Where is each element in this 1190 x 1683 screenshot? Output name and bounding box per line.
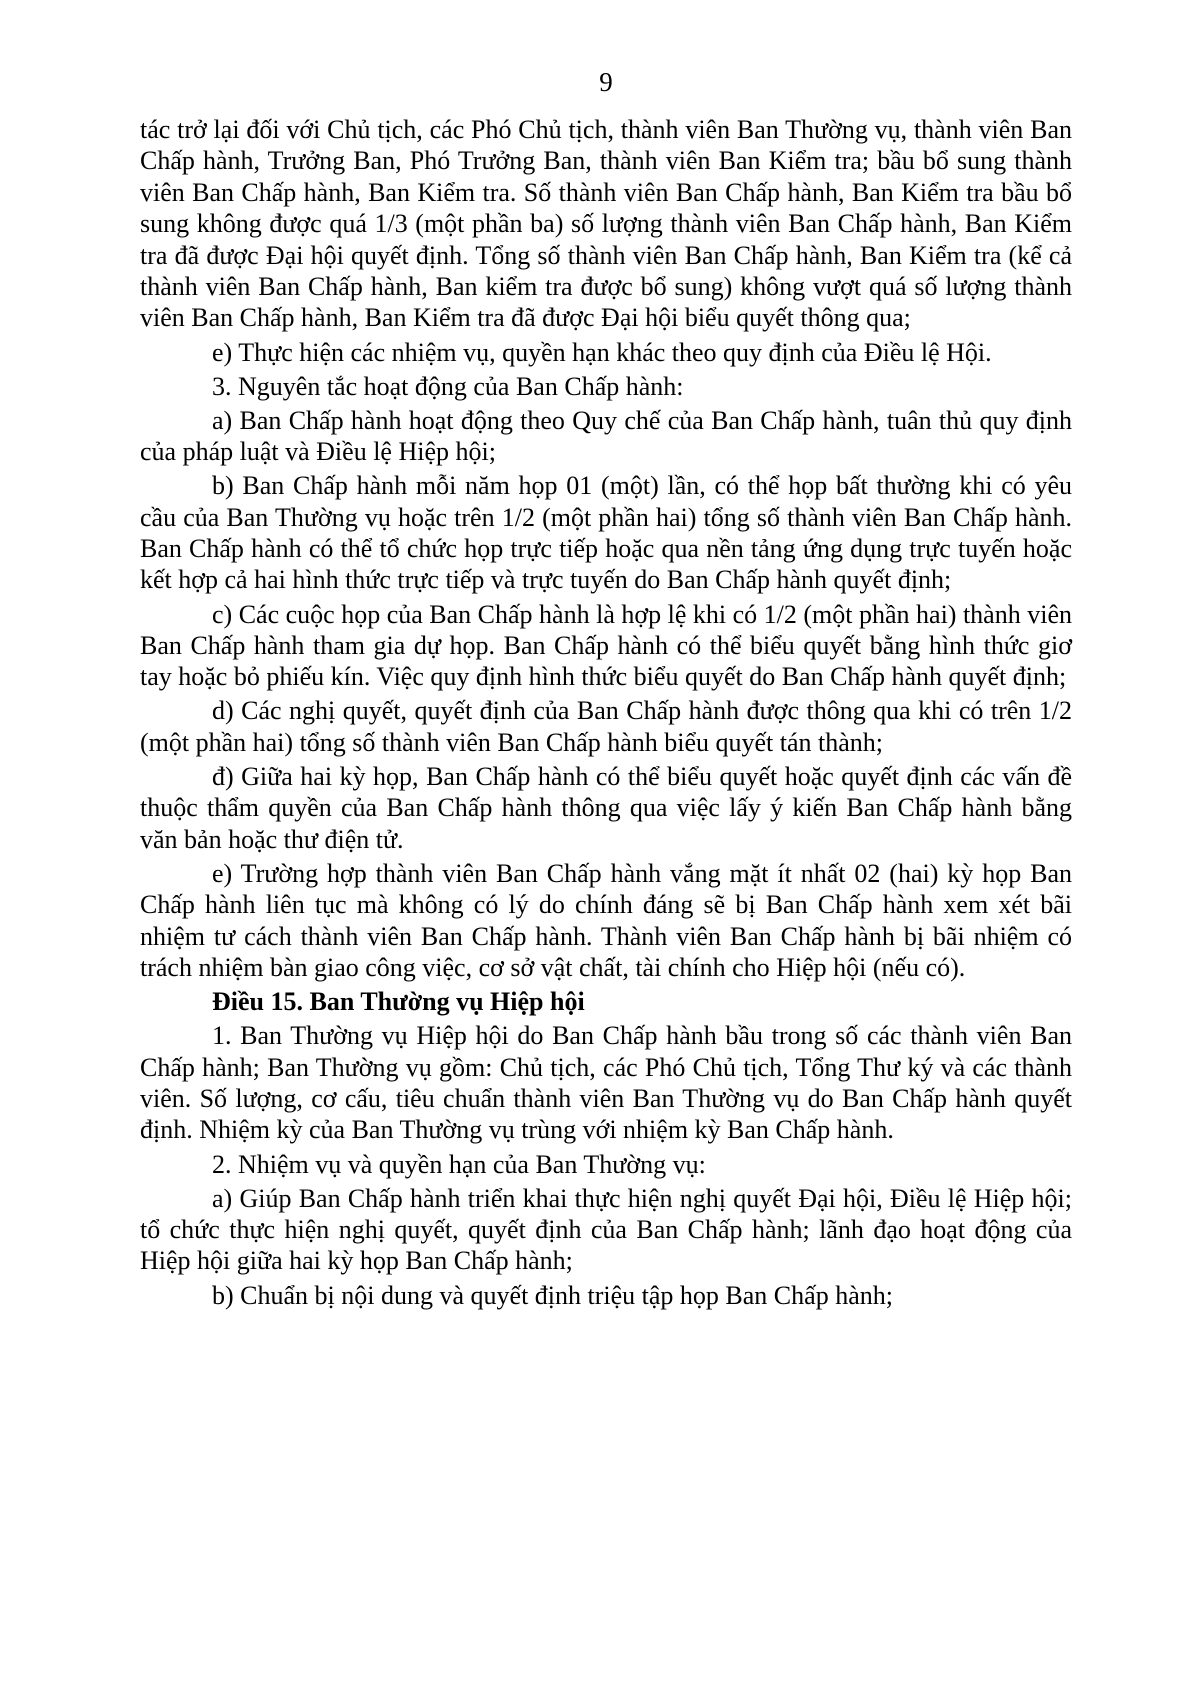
paragraph-item-b: b) Ban Chấp hành mỗi năm họp 01 (một) lần, có thể họp bất thường khi có yêu cầu của Ban Thường vụ hoặc trên 1/2 (một phần hai) tổng số thành viên Ban Chấp hành. Ban Chấp hành có thể tổ chức họp trực tiếp hoặc qua nền tảng ứng dụng trực tuyến hoặc kết hợp cả hai hình thức trực tiếp và trực tuyến do Ban Chấp hành quyết định; [140, 471, 1072, 595]
article-heading: Điều 15. Ban Thường vụ Hiệp hội [212, 987, 585, 1017]
paragraph-continued: tác trở lại đối với Chủ tịch, các Phó Chủ tịch, thành viên Ban Thường vụ, thành viên Ban Chấp hành, Trưởng Ban, Phó Trưởng Ban, thành viên Ban Kiểm tra; bầu bổ sung thành viên Ban Chấp hành, Ban Kiểm tra. Số thành viên Ban Chấp hành, Ban Kiểm tra bầu bổ sung không được quá 1/3 (một phần ba) số lượng thành viên Ban Chấp hành, Ban Kiểm tra đã được Đại hội quyết định. Tổng số thành viên Ban Chấp hành, Ban Kiểm tra (kể cả thành viên Ban Chấp hành, Ban kiểm tra được bổ sung) không vượt quá số lượng thành viên Ban Chấp hành, Ban Kiểm tra đã được Đại hội biểu quyết thông qua; [140, 115, 1072, 333]
paragraph-item-b2: b) Chuẩn bị nội dung và quyết định triệu tập họp Ban Chấp hành; [212, 1280, 893, 1310]
paragraph-item-d: d) Các nghị quyết, quyết định của Ban Chấp hành được thông qua khi có trên 1/2 (một phần hai) tổng số thành viên Ban Chấp hành biểu quyết tán thành; [140, 696, 1072, 757]
paragraph-item-e: e) Thực hiện các nhiệm vụ, quyền hạn khác theo quy định của Điều lệ Hội. [212, 337, 992, 367]
paragraph-item-c: c) Các cuộc họp của Ban Chấp hành là hợp lệ khi có 1/2 (một phần hai) thành viên Ban Chấp hành tham gia dự họp. Ban Chấp hành có thể biểu quyết bằng hình thức giơ tay hoặc bỏ phiếu kín. Việc quy định hình thức biểu quyết do Ban Chấp hành quyết định; [140, 599, 1072, 692]
document-body [140, 114, 1072, 1311]
page-number: 9 [599, 67, 613, 97]
paragraph-item-dd: đ) Giữa hai kỳ họp, Ban Chấp hành có thể biểu quyết hoặc quyết định các vấn đề thuộc thẩm quyền của Ban Chấp hành thông qua việc lấy ý kiến Ban Chấp hành bằng văn bản hoặc thư điện tử. [140, 761, 1072, 854]
paragraph-section-1: 1. Ban Thường vụ Hiệp hội do Ban Chấp hành bầu trong số các thành viên Ban Chấp hành; Ban Thường vụ gồm: Chủ tịch, các Phó Chủ tịch, Tổng Thư ký và các thành viên. Số lượng, cơ cấu, tiêu chuẩn thành viên Ban Thường vụ do Ban Chấp hành quyết định. Nhiệm kỳ của Ban Thường vụ trùng với nhiệm kỳ Ban Chấp hành. [140, 1021, 1072, 1145]
document-page [140, 64, 1072, 1314]
paragraph-section-2: 2. Nhiệm vụ và quyền hạn của Ban Thường vụ: [212, 1149, 706, 1179]
paragraph-item-e2: e) Trường hợp thành viên Ban Chấp hành vắng mặt ít nhất 02 (hai) kỳ họp Ban Chấp hành liên tục mà không có lý do chính đáng sẽ bị Ban Chấp hành xem xét bãi nhiệm tư cách thành viên Ban Chấp hành. Thành viên Ban Chấp hành bị bãi nhiệm có trách nhiệm bàn giao công việc, cơ sở vật chất, tài chính cho Hiệp hội (nếu có). [140, 858, 1072, 983]
paragraph-item-a: a) Ban Chấp hành hoạt động theo Quy chế của Ban Chấp hành, tuân thủ quy định của pháp luật và Điều lệ Hiệp hội; [140, 405, 1072, 467]
paragraph-section-3: 3. Nguyên tắc hoạt động của Ban Chấp hành: [212, 371, 684, 401]
paragraph-item-a2: a) Giúp Ban Chấp hành triển khai thực hiện nghị quyết Đại hội, Điều lệ Hiệp hội; tổ chức thực hiện nghị quyết, quyết định của Ban Chấp hành; lãnh đạo hoạt động của Hiệp hội giữa hai kỳ họp Ban Chấp hành; [140, 1183, 1072, 1276]
